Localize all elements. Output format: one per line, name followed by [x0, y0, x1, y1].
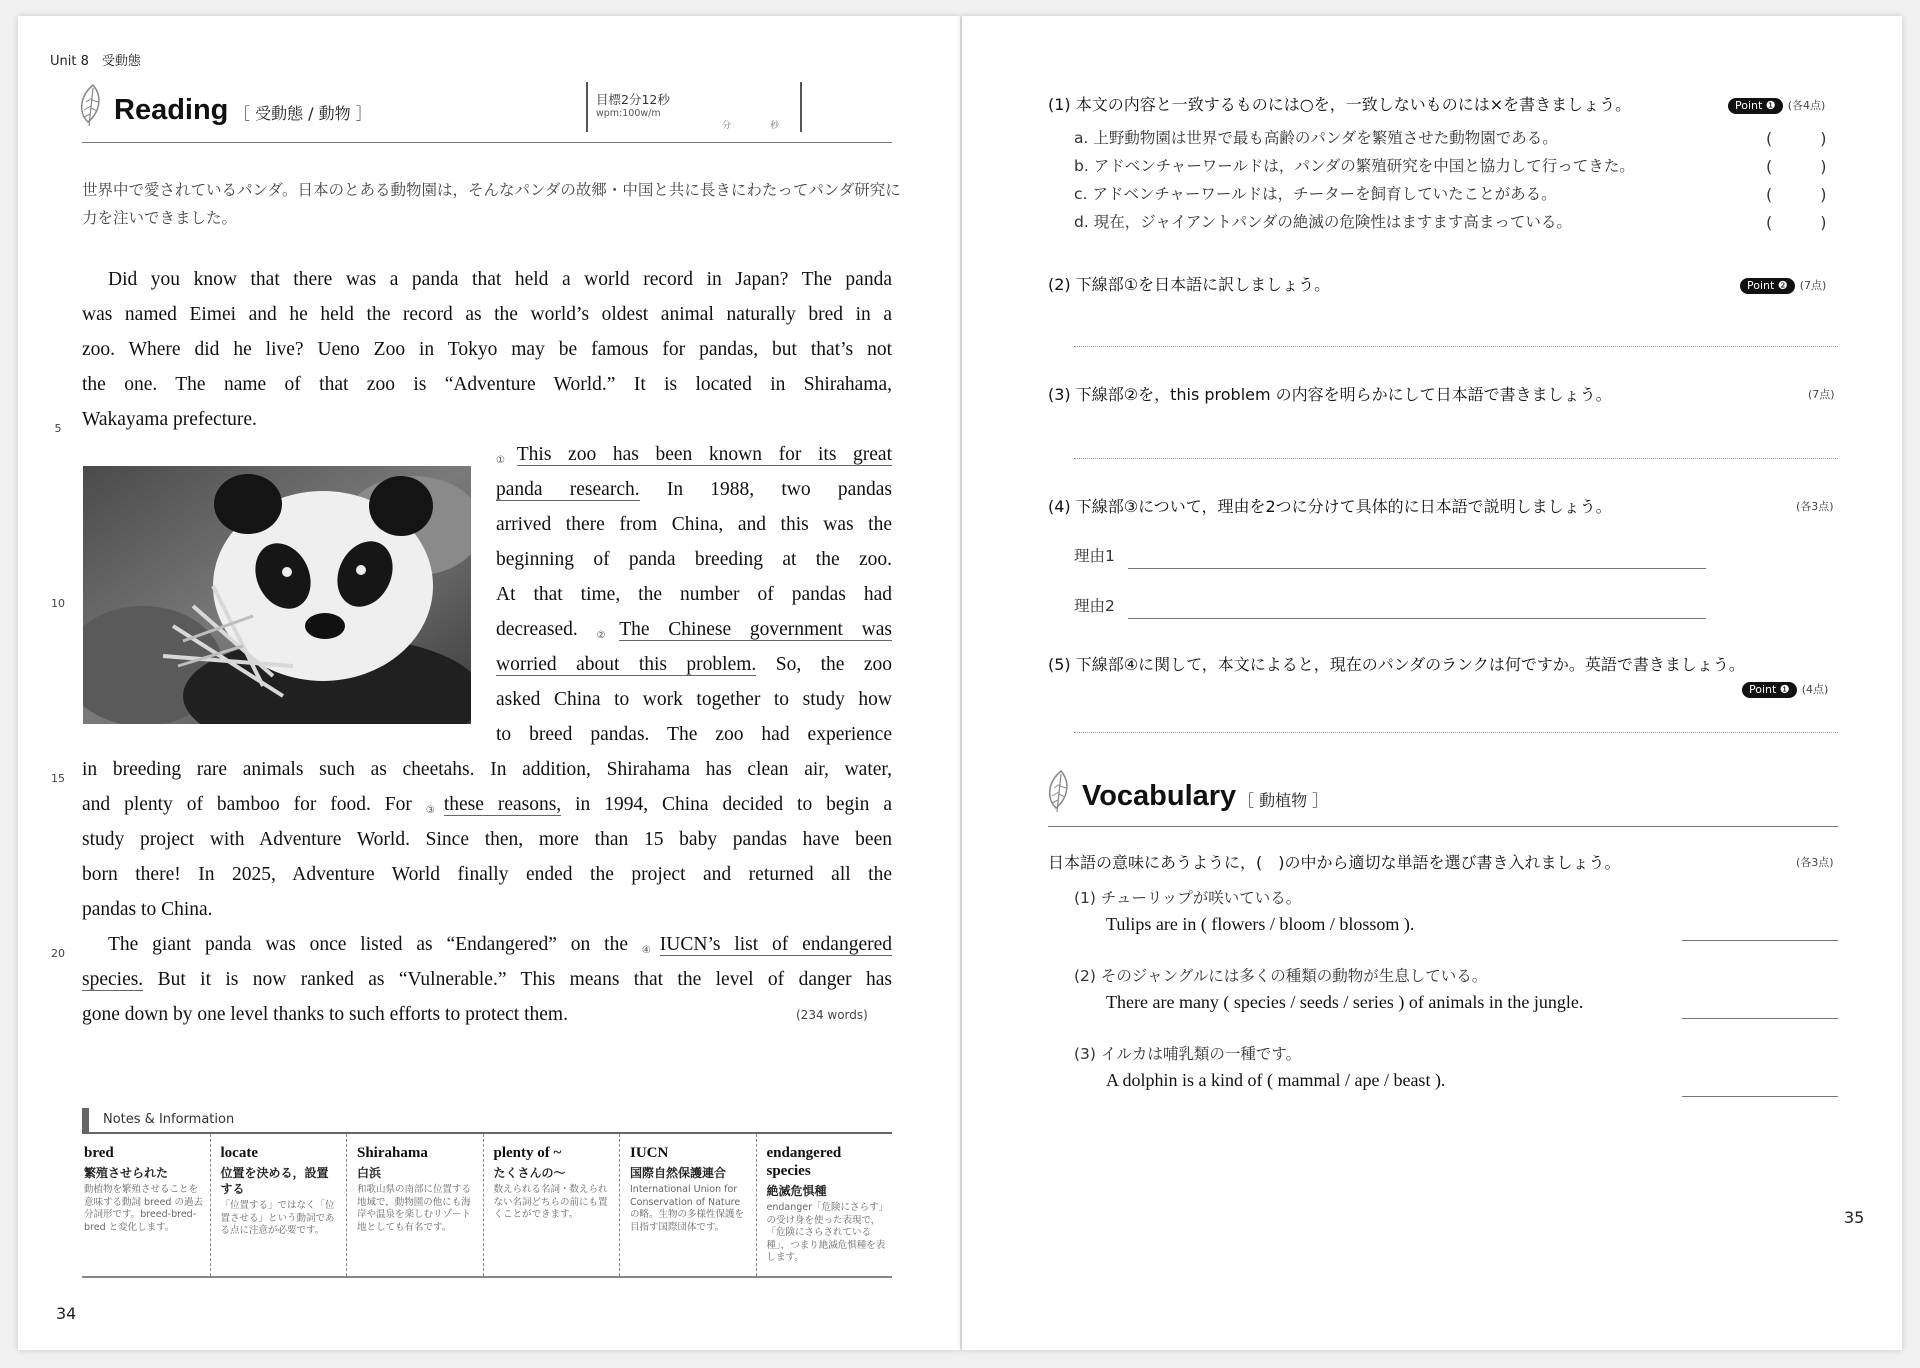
underline-2b: worried about this problem.	[496, 654, 757, 675]
q3-points: (7点)	[1808, 388, 1835, 401]
q1-option-a: a. 上野動物園は世界で最も高齢のパンダを繁殖させた動物園である。	[1074, 129, 1558, 147]
note-meaning: 白浜	[357, 1166, 382, 1180]
note-word: endangered species	[766, 1145, 842, 1179]
point-badge: Point ❶	[1728, 98, 1783, 114]
line-number-5: 5	[54, 422, 62, 435]
q1-option-c: c. アドベンチャーワールドは，チーターを飼育していたことがある。	[1074, 185, 1557, 203]
body-line-15: in breeding rare animals such as cheetahs. In addition, Shirahama has clean air, water,	[82, 759, 892, 780]
seconds-label: 秒	[770, 121, 780, 131]
underline-1a: This zoo has been known for its great	[516, 444, 893, 465]
q1-option-d: d. 現在，ジャイアントパンダの絶滅の危険性はますます高まっている。	[1074, 213, 1572, 231]
note-description: 数えられる名詞・数えられない名詞どちらの前にも置くことができます。	[493, 1184, 608, 1220]
vocab-3-answer-line[interactable]	[1682, 1096, 1838, 1097]
vocab-1-japanese: (1) チューリップが咲いている。	[1074, 889, 1302, 907]
line-number-20: 20	[51, 947, 65, 960]
q1-point-area	[1728, 94, 1825, 114]
answer-paren-a[interactable]: ( )	[1766, 129, 1827, 148]
body-line-1: Did you know that there was a panda that held a world record in Japan? The panda	[108, 269, 892, 290]
page-number: 35	[1844, 1208, 1865, 1227]
note-item	[757, 1134, 893, 1276]
body-line-5: Wakayama prefecture.	[82, 409, 257, 430]
q2-points: (7点)	[1799, 279, 1827, 292]
answer-paren-b[interactable]: ( )	[1766, 157, 1827, 176]
vocabulary-rule	[1048, 826, 1838, 827]
q5-points: (4点)	[1801, 683, 1829, 696]
marker-2: ②	[596, 630, 620, 641]
question-2: (2) 下線部①を日本語に訳しましょう。	[1048, 275, 1331, 294]
note-meaning: 位置を決める，設置する	[220, 1166, 329, 1196]
point-badge: Point ❶	[1742, 682, 1797, 698]
vocab-2-answer-line[interactable]	[1682, 1018, 1838, 1019]
marker-1: ①	[496, 455, 517, 466]
note-word: IUCN	[630, 1145, 669, 1161]
note-meaning: 絶滅危惧種	[766, 1184, 827, 1198]
body-text-12: So, the zoo	[775, 654, 893, 675]
note-item	[82, 1134, 211, 1276]
leaf-icon	[74, 82, 112, 130]
leaf-icon	[1042, 768, 1080, 816]
body-text-16b: in 1994, China decided to begin a	[575, 794, 892, 815]
vocab-1-answer-line[interactable]	[1682, 940, 1838, 941]
note-item	[484, 1134, 621, 1276]
note-word: locate	[220, 1145, 258, 1161]
body-text-7: In 1988, two pandas	[666, 479, 892, 500]
body-text-11: decreased.	[496, 619, 578, 640]
note-meaning: 繁殖させられた	[84, 1166, 169, 1180]
q1-points: (各4点)	[1787, 99, 1826, 112]
note-meaning: 国際自然保護連合	[630, 1166, 727, 1180]
body-line-14: to breed pandas. The zoo had experience	[496, 724, 892, 745]
line-number-10: 10	[51, 597, 65, 610]
underline-4a: IUCN’s list of endangered	[659, 934, 892, 955]
panda-photo	[83, 466, 471, 724]
marker-4: ④	[641, 945, 660, 956]
note-description: 和歌山県の南部に位置する地域で，動物園の他にも海岸や温泉を楽しむリゾート地としても有名です。	[357, 1184, 472, 1233]
marker-3: ③	[425, 805, 444, 816]
note-description: endanger「危険にさらす」の受け身を使った表現で，「危険にさらされている種」，つまり絶滅危惧種を表します。	[766, 1202, 886, 1263]
note-word: bred	[84, 1145, 114, 1161]
intro-text: 世界中で愛されているパンダ。日本のとある動物園は，そんなパンダの故郷・中国と共に長きにわたってパンダ研究に力を注いできました。	[82, 181, 901, 227]
word-count: (234 words)	[796, 1008, 868, 1022]
body-line-21	[82, 962, 892, 997]
body-line-8: arrived there from China, and this was the	[496, 514, 892, 535]
q1-option-b: b. アドベンチャーワールドは，パンダの繁殖研究を中国と協力して行ってきた。	[1074, 157, 1635, 175]
question-5: (5) 下線部④に関して，本文によると，現在のパンダのランクは何ですか。英語で書きましょう。	[1048, 655, 1745, 674]
body-line-18: born there! In 2025, Adventure World finally ended the project and returned all the	[82, 864, 892, 885]
note-item	[211, 1134, 348, 1276]
note-meaning: たくさんの～	[493, 1166, 566, 1180]
vocabulary-instructions: 日本語の意味にあうように，( )の中から適切な単語を選び書き入れましょう。	[1048, 853, 1621, 872]
body-line-19: pandas to China.	[82, 899, 213, 920]
section-subtitle: ［ 受動態 / 動物 ］	[234, 104, 372, 123]
body-line-2: was named Eimei and he held the record as the world’s oldest animal naturally bred in a	[82, 304, 892, 325]
answer-line-3[interactable]	[1074, 458, 1838, 459]
underline-1b: panda research.	[496, 479, 640, 500]
answer-paren-c[interactable]: ( )	[1766, 185, 1827, 204]
unit-label: Unit 8 受動態	[50, 54, 141, 69]
underline-4b: species.	[82, 969, 144, 990]
body-line-9: beginning of panda breeding at the zoo.	[496, 549, 892, 570]
answer-line-5[interactable]	[1074, 732, 1838, 733]
reason-2-label: 理由2	[1074, 597, 1115, 615]
body-line-12	[496, 647, 892, 682]
vocabulary-subtitle: ［ 動植物 ］	[1238, 791, 1329, 810]
reason-1-line[interactable]	[1128, 568, 1706, 569]
page-number: 34	[56, 1304, 77, 1323]
body-line-22: gone down by one level thanks to such efforts to protect them.	[82, 1004, 568, 1025]
q4-points: (各3点)	[1796, 500, 1834, 513]
body-line-4: the one. The name of that zoo is “Adventure World.” It is located in Shirahama,	[82, 374, 892, 395]
heading-rule	[82, 142, 892, 143]
body-text-16a: and plenty of bamboo for food. For	[82, 794, 412, 815]
answer-line-2[interactable]	[1074, 346, 1838, 347]
vocab-2-english: There are many ( species / seeds / series ) of animals in the jungle.	[1106, 992, 1584, 1012]
note-word: plenty of ~	[493, 1145, 562, 1161]
notes-section	[82, 1108, 892, 1278]
reason-2-line[interactable]	[1128, 618, 1706, 619]
vocabulary-points: (各3点)	[1796, 856, 1834, 869]
body-line-10: At that time, the number of pandas had	[496, 584, 892, 605]
question-3: (3) 下線部②を，this problem の内容を明らかにして日本語で書きましょう。	[1048, 385, 1612, 404]
note-item	[347, 1134, 484, 1276]
target-label: 目標2分12秒	[596, 92, 670, 107]
question-1: (1) 本文の内容と一致するものには○を，一致しないものには×を書きましょう。	[1048, 95, 1632, 114]
minutes-label: 分	[722, 121, 732, 131]
note-description: 動植物を繁殖させることを意味する動詞 breed の過去分詞形です。breed-bred-bred と変化します。	[84, 1184, 203, 1233]
body-line-3: zoo. Where did he live? Ueno Zoo in Tokyo may be famous for pandas, but that’s not	[82, 339, 892, 360]
note-description: International Union for Conservation of Nature の略。生物の多様性保護を目指す国際団体です。	[630, 1184, 745, 1233]
left-page	[18, 16, 960, 1350]
body-line-17: study project with Adventure World. Since then, more than 15 baby pandas have been	[82, 829, 892, 850]
reason-1-label: 理由1	[1074, 547, 1115, 565]
vocab-3-english: A dolphin is a kind of ( mammal / ape / beast ).	[1106, 1070, 1446, 1090]
line-number-15: 15	[51, 772, 65, 785]
note-word: Shirahama	[357, 1145, 428, 1161]
vocabulary-title: Vocabulary	[1082, 780, 1237, 812]
section-title: Reading	[114, 94, 229, 126]
point-badge: Point ❷	[1740, 278, 1795, 294]
answer-paren-d[interactable]: ( )	[1766, 213, 1827, 232]
right-page	[962, 16, 1902, 1350]
vocab-1-english: Tulips are in ( flowers / bloom / blossom ).	[1106, 914, 1415, 934]
notes-row	[82, 1132, 892, 1278]
question-4: (4) 下線部③について，理由を2つに分けて具体的に日本語で説明しましょう。	[1048, 497, 1612, 516]
q2-point-area	[1740, 274, 1826, 294]
note-item	[620, 1134, 757, 1276]
q5-point-area	[1742, 678, 1828, 698]
notes-title: Notes & Information	[82, 1108, 892, 1132]
body-line-13: asked China to work together to study how	[496, 689, 892, 710]
body-text-21: But it is now ranked as “Vulnerable.” This means that the level of danger has	[157, 969, 893, 990]
underline-3: these reasons,	[443, 794, 562, 815]
vocab-2-japanese: (2) そのジャングルには多くの種類の動物が生息している。	[1074, 967, 1488, 985]
body-text-20: The giant panda was once listed as “Endangered” on the	[108, 934, 628, 955]
vocab-3-japanese: (3) イルカは哺乳類の一種です。	[1074, 1045, 1302, 1063]
note-description: 「位置する」ではなく「位置させる」という動詞である点に注意が必要です。	[220, 1200, 335, 1236]
underline-2a: The Chinese government was	[619, 619, 893, 640]
target-time-box	[586, 82, 802, 132]
body-line-7	[496, 472, 892, 507]
wpm-label: wpm:100w/m	[596, 108, 661, 119]
